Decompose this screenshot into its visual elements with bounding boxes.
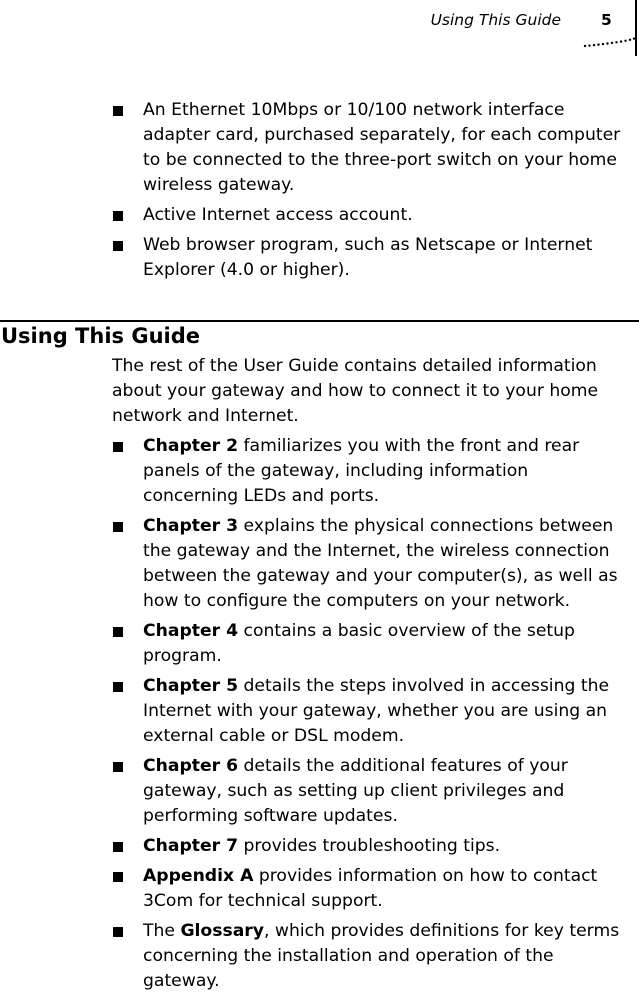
list-item [112,674,639,749]
list-item [112,434,639,509]
header-dotted-ornament [583,36,635,48]
square-bullet-icon [113,442,123,452]
item-line: Active Internet access account. [143,205,413,225]
list-item [112,619,639,669]
item-line: gateway. [143,971,220,991]
item-line: concerning LEDs and ports. [143,486,380,506]
requirements-list [112,98,639,283]
square-bullet-icon [113,106,123,116]
list-item [112,514,639,614]
item-line: wireless gateway. [143,175,295,195]
item-line: Web browser program, such as Netscape or Internet [143,235,593,255]
item-line: details the additional features of your [238,756,568,776]
item-line: performing software updates. [143,806,398,826]
item-line: Explorer (4.0 or higher). [143,260,350,280]
item-line: explains the physical connections between [238,516,614,536]
chapter-term: Glossary [180,921,264,941]
square-bullet-icon [113,842,123,852]
chapter-list [112,434,639,994]
chapter-term: Appendix A [143,866,254,886]
list-item [112,919,639,994]
square-bullet-icon [113,211,123,221]
chapter-term: Chapter 7 [143,836,239,856]
item-line: 3Com for technical support. [143,891,383,911]
intro-line: about your gateway and how to connect it to your home [112,381,599,401]
item-line: panels of the gateway, including information [143,461,529,481]
item-line: the gateway and the Internet, the wireless connection [143,541,610,561]
chapter-term: Chapter 5 [143,676,239,696]
chapter-term: Chapter 2 [143,436,239,456]
item-line: program. [143,646,222,666]
section-heading: Using This Guide [1,324,200,348]
item-line: gateway, such as setting up client privileges and [143,781,565,801]
item-line: Internet with your gateway, whether you are using an [143,701,608,721]
item-line: contains a basic overview of the setup [238,621,575,641]
list-item [112,233,639,283]
intro-line: network and Internet. [112,406,299,426]
square-bullet-icon [113,627,123,637]
square-bullet-icon [113,872,123,882]
item-line: between the gateway and your computer(s), as well as [143,566,618,586]
item-line: provides information on how to contact [253,866,598,886]
chapter-term: Chapter 4 [143,621,239,641]
item-line: adapter card, purchased separately, for each computer [143,125,621,145]
item-line: , which provides definitions for key terms [263,921,620,941]
list-item [112,98,639,198]
square-bullet-icon [113,241,123,251]
item-line: to be connected to the three-port switch on your home [143,150,617,170]
list-item [112,834,639,859]
item-line: how to configure the computers on your network. [143,591,571,611]
section-divider [0,320,639,322]
item-line: external cable or DSL modem. [143,726,405,746]
list-item [112,864,639,914]
item-line: concerning the installation and operation of the [143,946,554,966]
list-item [112,203,639,228]
list-item [112,754,639,829]
intro-line: The rest of the User Guide contains detailed information [112,356,597,376]
item-line: An Ethernet 10Mbps or 10/100 network interface [143,100,565,120]
header-vertical-rule [635,0,637,56]
square-bullet-icon [113,682,123,692]
square-bullet-icon [113,927,123,937]
intro-paragraph [112,354,639,429]
item-line: familiarizes you with the front and rear [238,436,580,456]
item-line: details the steps involved in accessing the [238,676,610,696]
item-line: provides troubleshooting tips. [238,836,501,856]
chapter-term: Chapter 6 [143,756,239,776]
item-prefix: The [143,921,181,941]
chapter-term: Chapter 3 [143,516,239,536]
page-number: 5 [601,11,612,29]
square-bullet-icon [113,522,123,532]
running-header-title: Using This Guide [430,11,561,29]
square-bullet-icon [113,762,123,772]
